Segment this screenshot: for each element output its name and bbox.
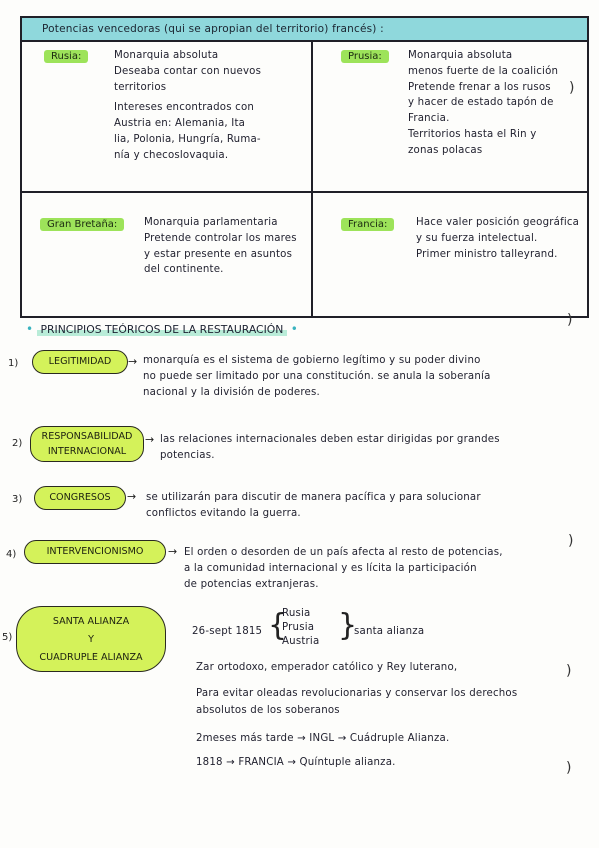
principle-label-legitimidad	[32, 350, 128, 374]
cell-prusia-body	[408, 48, 558, 159]
section-title	[26, 322, 298, 336]
item-3-text	[146, 490, 481, 522]
member-name: Austria	[282, 635, 320, 647]
principle-label-text: INTERNACIONAL	[47, 446, 127, 457]
alliance-members	[282, 607, 319, 648]
item-4-text	[184, 545, 503, 592]
text-line: las relaciones internacionales deben estar dirigidas por grandes	[160, 434, 500, 445]
principle-label-text: CONGRESOS	[49, 492, 111, 503]
text-line: Zar ortodoxo, emperador católico y Rey luterano,	[196, 662, 458, 673]
country-label-gran-bretana: Gran Bretaña:	[40, 218, 124, 231]
arrow-icon: →	[145, 433, 155, 446]
page-curl-mark: )	[569, 80, 575, 96]
item-5-text	[196, 660, 517, 772]
text-line: se utilizarán para discutir de manera pacífica y para solucionar	[146, 492, 481, 503]
text-line: zonas polacas	[408, 144, 483, 156]
cell-rusia-body	[114, 48, 261, 164]
country-label-francia: Francia:	[341, 218, 394, 231]
principle-label-text: RESPONSABILIDAD	[41, 431, 133, 442]
text-line: Hace valer posición geográfica	[416, 217, 580, 228]
member-name: Rusia	[282, 608, 311, 619]
item-1-text	[143, 353, 491, 400]
text-line: 1818 → FRANCIA → Quíntuple alianza.	[196, 757, 396, 769]
principle-label-text: SANTA ALIANZA	[52, 616, 130, 627]
cell-gran-bretana-body	[144, 215, 297, 278]
cell-rusia	[22, 42, 311, 191]
text-line: Primer ministro talleyrand.	[416, 248, 558, 260]
text-line: nacional y la división de poderes.	[143, 386, 320, 398]
text-line: 2meses más tarde → INGL → Cuádruple Alianza.	[196, 732, 450, 744]
text-line: territorios	[114, 81, 167, 93]
text-line: no puede ser limitado por una constitución. se anula la soberanía	[143, 370, 491, 382]
item-number: 1)	[8, 358, 19, 369]
item-number: 2)	[12, 438, 23, 449]
principle-label-responsabilidad	[30, 426, 144, 462]
page-curl-mark: )	[566, 760, 572, 776]
text-line: Monarquia absoluta	[408, 50, 513, 61]
table-title: Potencias vencedoras (qui se apropian del territorio) francés) :	[42, 23, 384, 35]
item-number: 5)	[2, 632, 13, 643]
item-number: 4)	[6, 549, 17, 560]
text-line: Monarquia parlamentaria	[144, 217, 278, 228]
text-line: Pretende controlar los mares	[144, 232, 297, 244]
page-curl-mark: )	[567, 312, 573, 328]
powers-table	[20, 16, 589, 318]
country-label-prusia: Prusia:	[341, 50, 389, 63]
principle-label-text: CUADRUPLE ALIANZA	[39, 652, 143, 663]
text-line: de potencias extranjeras.	[184, 578, 319, 590]
country-label-rusia: Rusia:	[44, 50, 88, 63]
text-line: Francia.	[408, 113, 450, 125]
text-line: Intereses encontrados con	[114, 102, 255, 114]
text-line: y su fuerza intelectual.	[416, 232, 538, 244]
text-line: del continente.	[144, 264, 224, 276]
principle-label-text: Y	[88, 634, 94, 645]
page-curl-mark: )	[566, 663, 572, 679]
principle-label-santa-alianza	[16, 606, 166, 672]
text-line: Monarquia absoluta	[114, 50, 219, 61]
principle-label-congresos	[34, 486, 126, 510]
text-line: Pretende frenar a los rusos	[408, 81, 551, 93]
text-line: absolutos de los soberanos	[196, 704, 340, 716]
cell-gran-bretana	[22, 193, 311, 316]
text-line: Deseaba contar con nuevos	[114, 65, 262, 77]
item-2-text	[160, 432, 500, 464]
cell-francia-body	[416, 215, 579, 262]
text-line: monarquía es el sistema de gobierno legítimo y su poder divino	[143, 355, 481, 366]
bullet-dot-icon: •	[26, 322, 34, 336]
text-line: nía y checoslovaquia.	[114, 149, 229, 161]
text-line: Austria en: Alemania, Ita	[114, 118, 246, 130]
text-line: potencias.	[160, 449, 215, 461]
text-line: y hacer de estado tapón de	[408, 97, 554, 109]
treaty-date: 26-sept 1815	[192, 626, 263, 637]
section-title-text: PRINCIPIOS TEÓRICOS DE LA RESTAURACIÓN	[37, 323, 288, 336]
member-name: Prusia	[282, 621, 315, 633]
text-line: conflictos evitando la guerra.	[146, 507, 301, 519]
text-line: Territorios hasta el Rin y	[408, 129, 537, 141]
table-header	[22, 18, 587, 42]
text-line: Para evitar oleadas revolucionarias y conservar los derechos	[196, 688, 518, 700]
arrow-icon: →	[128, 355, 138, 368]
text-line: menos fuerte de la coalición	[408, 65, 559, 77]
text-line: El orden o desorden de un país afecta al resto de potencias,	[184, 547, 503, 558]
bullet-dot-icon: •	[290, 322, 298, 336]
text-line: y estar presente en asuntos	[144, 248, 293, 260]
page-curl-mark: )	[568, 533, 574, 549]
left-brace-icon: {	[268, 608, 288, 643]
item-number: 3)	[12, 494, 23, 505]
cell-francia	[313, 193, 587, 316]
right-brace-icon: }	[338, 608, 358, 643]
principle-label-text: LEGITIMIDAD	[48, 356, 112, 367]
arrow-icon: →	[127, 490, 137, 503]
cell-prusia	[313, 42, 587, 191]
alliance-result: santa alianza	[354, 626, 425, 637]
text-line: lia, Polonia, Hungría, Ruma-	[114, 134, 261, 146]
text-line: a la comunidad internacional y es lícita la participación	[184, 562, 477, 574]
arrow-icon: →	[168, 545, 178, 558]
principle-label-text: INTERVENCIONISMO	[46, 546, 144, 557]
principle-label-intervencionismo	[24, 540, 166, 564]
